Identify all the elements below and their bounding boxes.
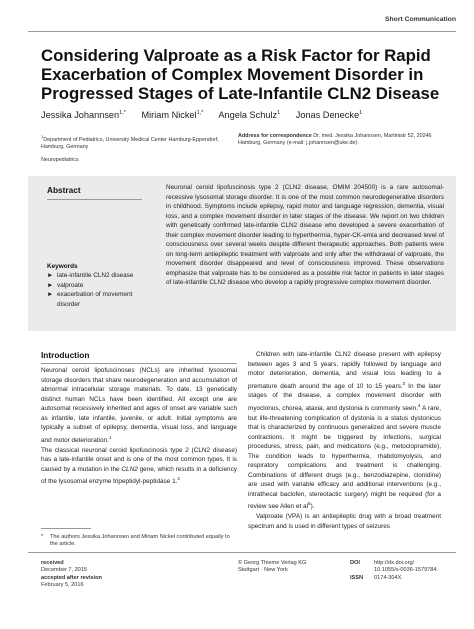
citation-ref: 1 bbox=[108, 434, 112, 440]
running-header bbox=[28, 10, 456, 32]
author-name: Angela Schulz bbox=[218, 110, 278, 121]
citation-ref: 4 bbox=[417, 402, 421, 408]
keyword-item bbox=[47, 281, 157, 291]
author bbox=[41, 110, 126, 120]
keywords-heading: Keywords bbox=[47, 263, 78, 270]
gene-name: CLN2 bbox=[121, 465, 138, 473]
author bbox=[296, 110, 362, 120]
body-paragraph bbox=[248, 350, 441, 512]
keyword-text: exacerbation of movement disorder bbox=[57, 291, 133, 308]
affiliation-text: Department of Pediatrics, University Medical Center Hamburg-Eppendorf, Hamburg, Germany bbox=[41, 136, 219, 151]
author-affil-mark: 1,* bbox=[196, 110, 204, 116]
author-name: Jessika Johannsen bbox=[41, 110, 120, 121]
keyword-item bbox=[47, 271, 157, 281]
received-label: received bbox=[41, 560, 64, 566]
citation-ref: 3 bbox=[402, 380, 406, 386]
author-name: Miriam Nickel bbox=[141, 110, 197, 121]
issn-label: ISSN bbox=[350, 574, 364, 581]
footnote-text: The authors Jessika Johannsen and Miriam Nickel contributed equally to the article. bbox=[50, 534, 230, 548]
doi-label: DOI bbox=[350, 560, 360, 566]
paragraph-text: A rare, but life-threatening complication of dystonia is a status dystonicus that is characterized by continuous generalized and severe muscle contractions. It might be triggered by infections, surgical procedures, stress, pain, and medications (e.g., metoclopramide), The condition leads to hyperthermia, rhabdomyolysis, and respiratory complications and treatment is challenging. Combinations of different drugs (e.g., benzodiazepine, clonidine) are used with variable efficacy and additional interventions (e.g., intrathecal baclofen, stereotactic surgery) might be required (for a review see Allen et al bbox=[248, 404, 441, 511]
affiliation-mark: 1 bbox=[41, 134, 44, 139]
citation-ref: 2 bbox=[177, 476, 180, 482]
author-affil-mark: 1 bbox=[277, 110, 281, 116]
identifiers bbox=[350, 560, 460, 582]
issn-row bbox=[350, 575, 460, 582]
footnote-mark: * bbox=[41, 534, 44, 540]
body-paragraph: Valproate (VPA) is an antiepileptic drug with a broad treatment spectrum and is used in different types of seizures bbox=[248, 513, 441, 530]
publisher-location: Stuttgart · New York bbox=[238, 567, 288, 574]
correspondence-label: Address for correspondence bbox=[238, 133, 312, 139]
footer-divider bbox=[28, 552, 456, 553]
author-list bbox=[41, 110, 375, 120]
issn-value: 0174-304X. bbox=[374, 574, 403, 581]
author-name: Jonas Denecke bbox=[295, 110, 360, 121]
author-affil-mark: 1 bbox=[359, 110, 363, 116]
publisher-info bbox=[238, 560, 338, 575]
abstract-heading: Abstract bbox=[47, 185, 81, 195]
introduction-divider bbox=[41, 363, 237, 364]
publisher-name: © Georg Thieme Verlag KG bbox=[238, 560, 307, 566]
received-date: December 7, 2015 bbox=[41, 567, 88, 574]
paragraph-text: The classical neuronal ceroid lipofuscinosis type 2 (CLN2 disease) has a late-infantile onset and is one of the most common types. It is caused by a mutation in the bbox=[41, 446, 237, 473]
section-label: Short Communication bbox=[385, 16, 456, 23]
keyword-text: valproate bbox=[57, 281, 84, 289]
bullet-arrow-icon: ► bbox=[47, 281, 54, 289]
paragraph-text: Children with late-infantile CLN2 disease present with epilepsy between ages 3 and 5 years, rapidly followed by language and motor deterioration, dementia, and visual loss leading to a premature death around the age of 10 to 15 years. bbox=[248, 351, 441, 390]
bullet-arrow-icon: ► bbox=[47, 291, 54, 299]
abstract-text: Neuronal ceroid lipofuscinosis type 2 (CLN2 disease, OMIM 204500) is a rare autosomal-recessive lysosomal storage disorder. It is one of the most common neurodegenerative disorders in childhood. Symptoms include epilepsy, rapid motor and language regression, dementia, visual loss, and a complex movement disorder in later stages of the disease. We report on two children with genetically confirmed late-infantile CLN2 disease who developed a severe exacerbation of their complex movement disorder leading to hyperthermia, hyper-CK-emia and decreased level of consciousness over several weeks despite different therapeutic approaches. Both patients were on long-term antiepileptic treatment with valproate and only after the withdrawal of valproate, the movement disorder disappeared and level of consciousness improved. These observations emphasize that valproate has to be considered as a possible risk factor in patients in later stages of late-infantile CLN2 disease who develop a rapidly progressive complex movement disorder. bbox=[166, 184, 444, 287]
abstract-divider bbox=[47, 199, 142, 200]
paragraph-text: gene, which results in a deficiency of the lysosomal enzyme tripeptidyl-peptidase 1. bbox=[41, 465, 237, 486]
bullet-arrow-icon: ► bbox=[47, 272, 54, 279]
author bbox=[218, 110, 280, 120]
paragraph-text: Neuronal ceroid lipofuscinoses (NCLs) are inherited lysosomal storage disorders that share neurodegeneration and accumulation of abnormal intracellular storage materials. To date, 13 genetically distinct human NCLs have been identified. All except one are autosomal recessively inherited and ages of onset are variable such as infantile, late infantile, juvenile, or adult. Initial symptoms are typically a subset of epilepsy, dementia, visual loss, and language and motor deterioration. bbox=[41, 367, 237, 444]
doi-value: 10.1055/s-0036-1579784. bbox=[374, 567, 439, 574]
footnote bbox=[41, 534, 237, 549]
keywords-list bbox=[47, 271, 157, 309]
author bbox=[141, 110, 203, 120]
body-paragraph bbox=[41, 446, 237, 487]
body-column-right bbox=[248, 350, 441, 531]
doi-row bbox=[350, 560, 460, 567]
keyword-item bbox=[47, 290, 157, 309]
correspondence bbox=[238, 133, 438, 148]
paragraph-text: In the later stages of the disease, a complex movement disorder with myoclonus, chorea, ataxia, and dystonia is commonly seen. bbox=[248, 382, 441, 412]
author-affil-mark: 1,* bbox=[119, 110, 126, 116]
paragraph-text: ). bbox=[310, 503, 315, 511]
accepted-label: accepted after revision bbox=[41, 574, 102, 581]
footnote-divider bbox=[41, 528, 91, 529]
body-paragraph bbox=[41, 366, 237, 446]
doi-row-cont bbox=[350, 567, 460, 574]
body-column-left bbox=[41, 366, 237, 487]
article-title: Considering Valproate as a Risk Factor for Rapid Exacerbation of Complex Movement Disorder in Progressed Stages of Late-Infantile CLN2 Disease bbox=[41, 46, 440, 103]
correspondence-text: Dr. med. Jessika Johannsen, Martinistr 52, 20246 Hamburg, Germany (e-mail: j.johannsen@uke.de). bbox=[238, 133, 432, 147]
journal-name: Neuropediatrics bbox=[41, 157, 79, 163]
citation-ref: 5 bbox=[308, 501, 311, 507]
accepted-date: February 5, 2016 bbox=[41, 582, 84, 589]
affiliation bbox=[41, 133, 221, 152]
keyword-text: late-infantile CLN2 disease bbox=[57, 272, 134, 279]
article-dates bbox=[41, 560, 151, 590]
introduction-heading: Introduction bbox=[41, 350, 90, 360]
doi-link[interactable]: http://dx.doi.org/ bbox=[374, 560, 415, 566]
